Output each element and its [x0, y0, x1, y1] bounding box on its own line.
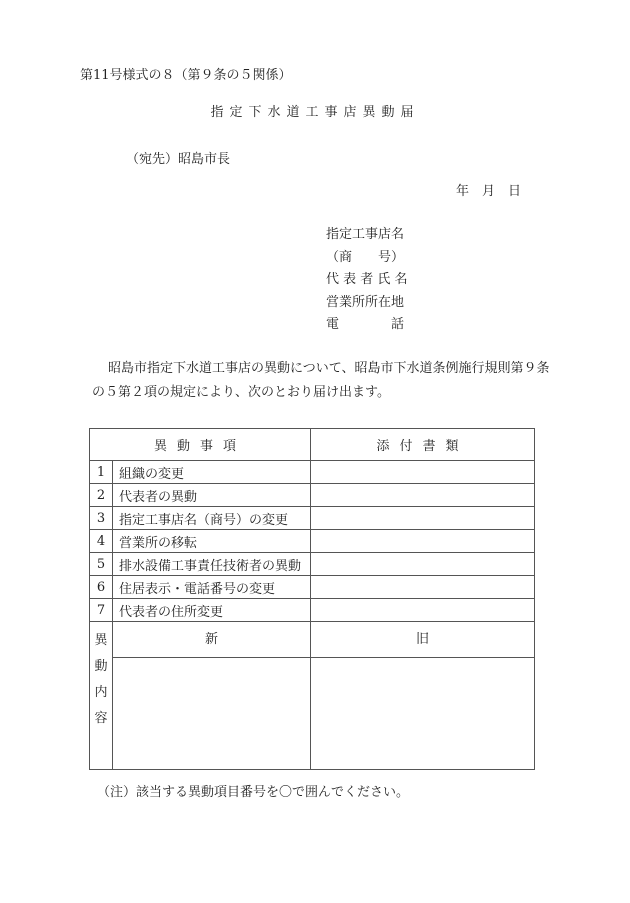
item-number[interactable]: 3: [90, 507, 113, 530]
attached-docs-cell[interactable]: [311, 530, 535, 553]
applicant-block: [326, 227, 408, 340]
item-label: 指定工事店名（商号）の変更: [113, 507, 311, 530]
item-label: 組織の変更: [113, 461, 311, 484]
table-row: [90, 553, 535, 576]
addressee: （宛先）昭島市長: [126, 152, 231, 167]
item-label: 営業所の移転: [113, 530, 311, 553]
change-details-row: [90, 658, 535, 770]
applicant-label-company: 指定工事店名: [326, 227, 405, 242]
table-row: [90, 530, 535, 553]
item-label: 代表者の異動: [113, 484, 311, 507]
item-number[interactable]: 5: [90, 553, 113, 576]
header-change-items: 異動事項: [90, 429, 311, 461]
applicant-label-phone: 電 話: [326, 317, 405, 332]
date-line: 年 月 日: [456, 184, 522, 199]
applicant-label-trade-name: （商 号）: [326, 249, 405, 265]
table-row: [90, 484, 535, 507]
applicant-label-representative: 代 表 者 氏 名: [326, 272, 408, 287]
item-number[interactable]: 7: [90, 599, 113, 622]
old-column-header: 旧: [311, 622, 535, 658]
table-row: [90, 507, 535, 530]
new-column-header: 新: [113, 622, 311, 658]
body-text: 昭島市指定下水道工事店の異動について、昭島市下水道条例施行規則第９条の５第２項の規定により、次のとおり届け出ます。: [92, 361, 550, 400]
document-title: 指定下水道工事店異動届: [210, 105, 420, 120]
header-attached-documents: 添付書類: [311, 429, 535, 461]
form-number: 第11号様式の８（第９条の５関係）: [80, 68, 292, 83]
attached-docs-cell[interactable]: [311, 461, 535, 484]
change-details-label: 異 動 内 容: [90, 622, 113, 770]
item-label: 排水設備工事責任技術者の異動: [113, 553, 311, 576]
change-details-header-row: [90, 622, 535, 658]
item-number[interactable]: 2: [90, 484, 113, 507]
attached-docs-cell[interactable]: [311, 553, 535, 576]
item-number[interactable]: 1: [90, 461, 113, 484]
item-label: 代表者の住所変更: [113, 599, 311, 622]
table-row: [90, 461, 535, 484]
note: （注）該当する異動項目番号を〇で囲んでください。: [97, 785, 410, 800]
attached-docs-cell[interactable]: [311, 576, 535, 599]
table-row: [90, 576, 535, 599]
applicant-label-office-address: 営業所所在地: [326, 294, 405, 310]
table-row: [90, 599, 535, 622]
table-header-row: [90, 429, 535, 461]
attached-docs-cell[interactable]: [311, 484, 535, 507]
old-details-field[interactable]: [311, 658, 535, 770]
change-table: [89, 428, 535, 770]
attached-docs-cell[interactable]: [311, 507, 535, 530]
attached-docs-cell[interactable]: [311, 599, 535, 622]
item-number[interactable]: 6: [90, 576, 113, 599]
item-label: 住居表示・電話番号の変更: [113, 576, 311, 599]
item-number[interactable]: 4: [90, 530, 113, 553]
new-details-field[interactable]: [113, 658, 311, 770]
